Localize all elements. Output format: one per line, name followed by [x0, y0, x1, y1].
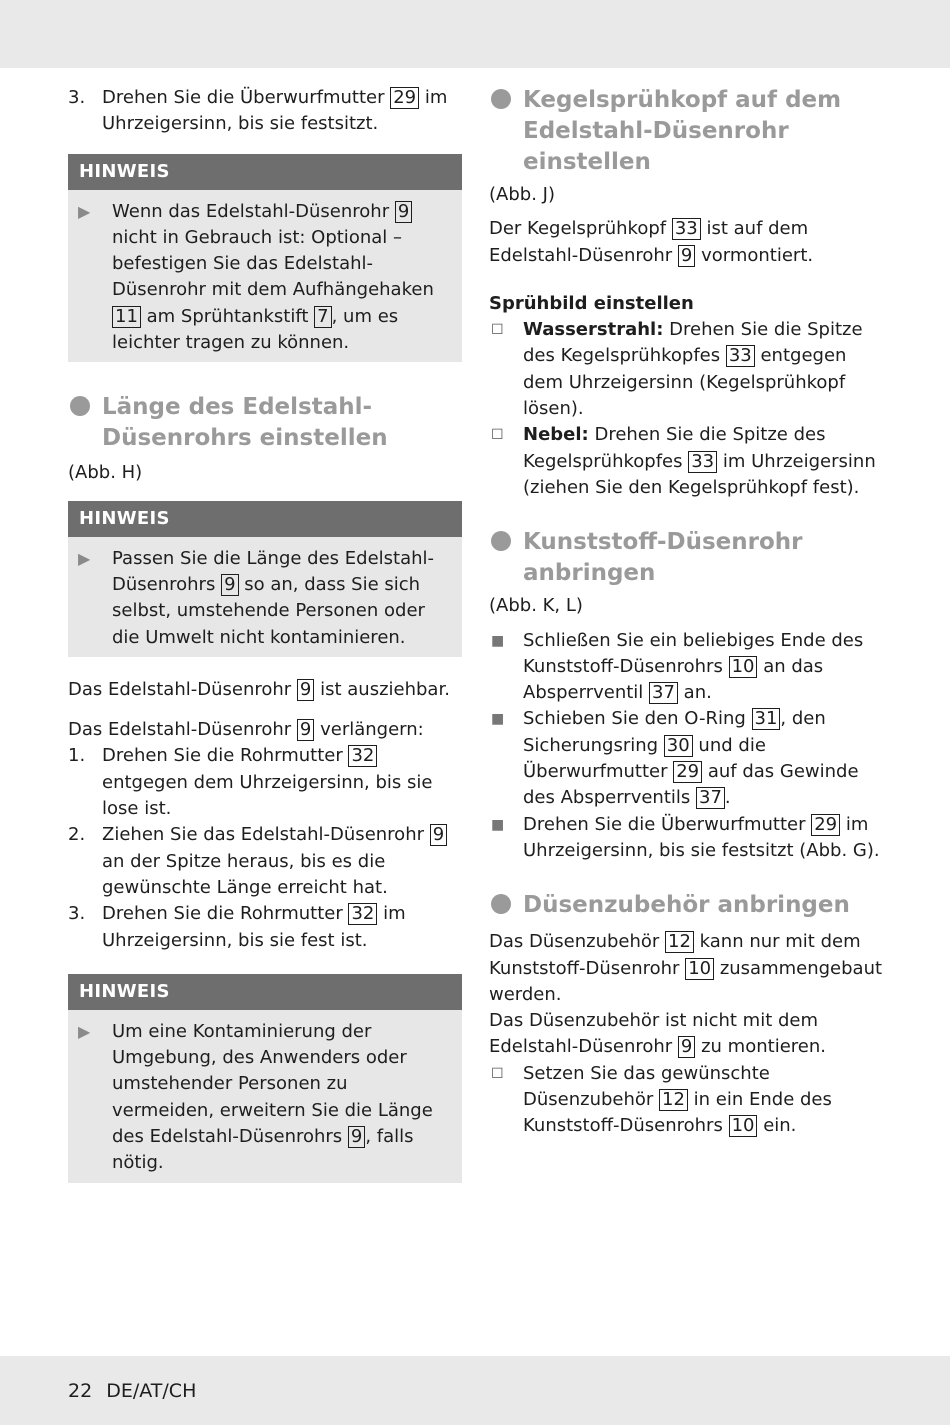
- ref-number: 37: [649, 682, 678, 704]
- region-label: DE/AT/CH: [106, 1380, 197, 1402]
- section-heading: Düsenzubehör anbringen: [489, 890, 883, 921]
- ref-number: 7: [314, 306, 331, 328]
- paragraph: Der Kegelsprühkopf 33 ist auf dem Edelstahl-Düsenrohr 9 vormontiert.: [489, 218, 814, 266]
- step-number: 3.: [68, 903, 86, 925]
- ref-number: 32: [348, 903, 377, 925]
- square-bullet-icon: ■: [491, 711, 505, 728]
- step-number: 3.: [68, 87, 86, 108]
- ref-number: 9: [297, 679, 314, 701]
- note-body: ▶ Passen Sie die Länge des Edelstahl-Düsenrohrs 9 so an, dass Sie sich selbst, umstehende Personen oder die Umwelt nicht kontaminieren.: [78, 547, 435, 648]
- section-heading: Kunststoff-Düsenrohr anbringen: [489, 527, 883, 589]
- ref-number: 37: [696, 787, 725, 809]
- section-heading: Kegelsprühkopf auf dem Edelstahl-Düsenrohr einstellen: [489, 85, 883, 178]
- square-bullet-icon: ■: [491, 632, 505, 649]
- ref-number: 32: [348, 745, 377, 767]
- paragraph: Das Edelstahl-Düsenrohr 9 ist ausziehbar.: [68, 678, 450, 700]
- ref-number: 33: [726, 345, 755, 367]
- section-heading: Länge des Edelstahl-Düsenrohrs einstellen: [68, 392, 462, 454]
- checkbox-square-icon: ☐: [491, 322, 504, 339]
- checkbox-square-icon: ☐: [491, 1065, 504, 1082]
- list-item: ☐ Wasserstrahl: Drehen Sie die Spitze des Kegelsprühkopfes 33 entgegen dem Uhrzeigersinn (Kegelsprühkopf lösen).: [491, 319, 863, 420]
- figure-reference: (Abb. J): [489, 184, 555, 205]
- note-header: HINWEIS: [68, 974, 462, 1010]
- triangle-bullet-icon: ▶: [78, 1021, 91, 1041]
- step-item: 3. Drehen Sie die Rohrmutter 32 im Uhrzeigersinn, bis sie fest ist.: [68, 903, 406, 951]
- ref-number: 29: [390, 87, 419, 109]
- ref-number: 33: [672, 218, 701, 240]
- ref-number: 9: [221, 574, 238, 596]
- ref-number: 29: [673, 761, 702, 783]
- ref-number: 10: [729, 656, 758, 678]
- list-item: ☐ Nebel: Drehen Sie die Spitze des Kegelsprühkopfes 33 im Uhrzeigersinn (ziehen Sie den Kegelsprühkopf fest).: [491, 424, 876, 498]
- ref-number: 9: [348, 1126, 365, 1148]
- page-number: 22: [68, 1380, 93, 1402]
- bullet-dot-icon: [491, 89, 511, 109]
- step-item: 1. Drehen Sie die Rohrmutter 32 entgegen dem Uhrzeigersinn, bis sie lose ist.: [68, 745, 433, 820]
- triangle-bullet-icon: ▶: [78, 548, 91, 568]
- ref-number: 9: [678, 1036, 695, 1058]
- ref-number: 29: [811, 814, 840, 836]
- note-header: HINWEIS: [68, 501, 462, 537]
- ref-number: 9: [430, 824, 447, 846]
- ref-number: 9: [678, 245, 695, 267]
- figure-reference: (Abb. H): [68, 462, 143, 484]
- checkbox-square-icon: ☐: [491, 427, 504, 444]
- ref-number: 10: [685, 958, 714, 980]
- ref-number: 12: [659, 1089, 688, 1111]
- step-item: 3. Drehen Sie die Überwurfmutter 29 im Uhrzeigersinn, bis sie festsitzt.: [68, 87, 448, 135]
- note-box: [68, 974, 462, 1183]
- paragraph: Das Düsenzubehör ist nicht mit dem Edelstahl-Düsenrohr 9 zu montieren.: [489, 1010, 826, 1058]
- list-item: ■ Schieben Sie den O-Ring 31 , den Sicherungsring 30 und die Überwurfmutter 29 auf das Gewinde des Absperrventils 37 .: [491, 708, 859, 809]
- ref-number: 9: [297, 719, 314, 741]
- top-band: [0, 0, 950, 68]
- step-number: 2.: [68, 824, 86, 846]
- paragraph: Das Düsenzubehör 12 kann nur mit dem Kunststoff-Düsenrohr 10 zusammengebaut werden.: [489, 931, 883, 1005]
- ref-number: 31: [752, 708, 781, 730]
- list-item: ■ Schließen Sie ein beliebiges Ende des Kunststoff-Düsenrohrs 10 an das Absperrventil 37 an.: [491, 629, 864, 704]
- subheading: Sprühbild einstellen: [489, 292, 694, 314]
- list-item: ☐ Setzen Sie das gewünschte Düsenzubehör 12 in ein Ende des Kunststoff-Düsenrohrs 10 ein.: [491, 1062, 832, 1137]
- note-body: ▶ Um eine Kontaminierung der Umgebung, des Anwenders oder umstehender Personen zu vermeiden, erweitern Sie die Länge des Edelstahl-Düsenrohrs 9 , falls nötig.: [78, 1020, 433, 1174]
- bullet-dot-icon: [491, 894, 511, 914]
- page-footer: [68, 1378, 196, 1404]
- note-box: [68, 501, 462, 657]
- bullet-dot-icon: [491, 531, 511, 551]
- ref-number: 11: [112, 306, 141, 328]
- triangle-bullet-icon: ▶: [78, 201, 91, 221]
- bullet-dot-icon: [70, 396, 90, 416]
- square-bullet-icon: ■: [491, 816, 505, 833]
- left-column: [68, 85, 462, 1183]
- note-header: HINWEIS: [68, 154, 462, 190]
- ref-number: 12: [665, 931, 694, 953]
- ref-number: 30: [664, 735, 693, 757]
- step-number: 1.: [68, 745, 86, 767]
- list-item: ■ Drehen Sie die Überwurfmutter 29 im Uhrzeigersinn, bis sie festsitzt (Abb. G).: [491, 813, 880, 861]
- step-item: 2. Ziehen Sie das Edelstahl-Düsenrohr 9 an der Spitze heraus, bis es die gewünschte Länge erreicht hat.: [68, 822, 462, 901]
- ref-number: 33: [688, 451, 717, 473]
- figure-reference: (Abb. K, L): [489, 595, 583, 617]
- right-column: [489, 85, 883, 1140]
- note-box: [68, 154, 462, 363]
- paragraph: Das Edelstahl-Düsenrohr 9 verlängern:: [68, 719, 424, 741]
- ref-number: 9: [395, 201, 412, 223]
- note-body: ▶ Wenn das Edelstahl-Düsenrohr 9 nicht in Gebrauch ist: Optional – befestigen Sie das Edelstahl-Düsenrohr mit dem Aufhängehaken 11 am Sprühtankstift 7 , um es leichter tragen zu können.: [78, 200, 434, 354]
- ref-number: 10: [729, 1115, 758, 1137]
